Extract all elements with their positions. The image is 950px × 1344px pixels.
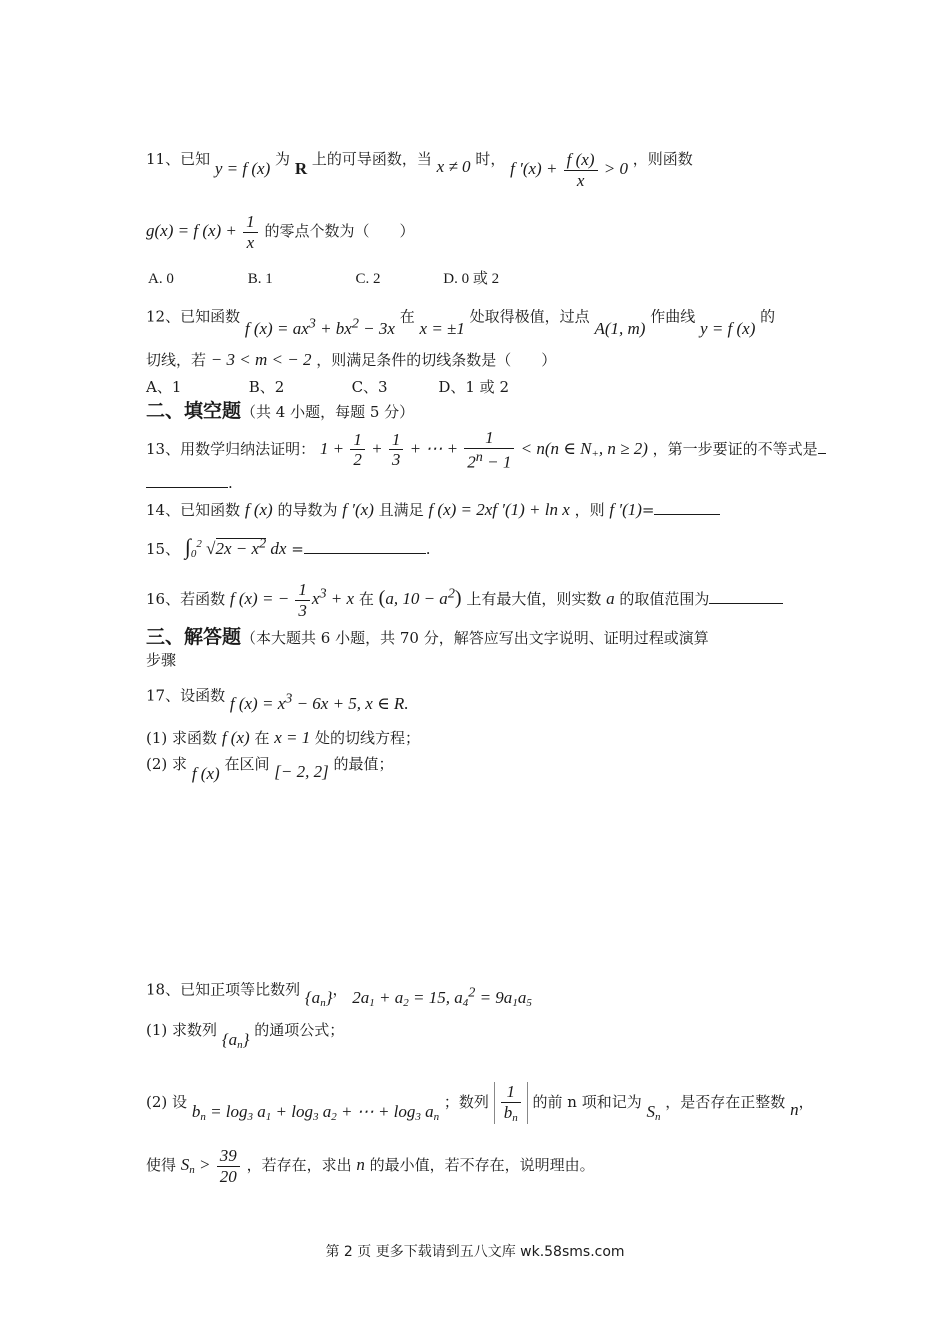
q13-formula-inequality: 1 + $\frac{1}{2}$ + $\frac{1}{3}$ + ⋯ + $\frac{1}{2^n - 1}$ < n(n ∈ $N_+$, n ≥ 2) bbox=[319, 428, 648, 472]
q11-option-d: D. 0 或 2 bbox=[443, 271, 500, 287]
q12-formula-m-range: − 3 < m < − 2 bbox=[210, 350, 312, 369]
question-17-part-1: (1) 求函数 f (x) 在 x = 1 处的切线方程； bbox=[146, 728, 421, 747]
q11-number: 11、已知 bbox=[146, 149, 211, 168]
q14-answer-blank[interactable] bbox=[654, 514, 720, 515]
q13-answer-blank-continued[interactable] bbox=[146, 487, 228, 488]
q11-option-c: C. 2 bbox=[355, 271, 381, 287]
question-18-part-1: (1) 求数列 $\{a_n\}$ 的通项公式； bbox=[146, 1021, 345, 1051]
q14-formula-target: f ′(1) bbox=[609, 500, 642, 519]
q16-formula-interval: (a, $10 - a^2$) bbox=[378, 585, 462, 609]
q12-option-a: A、1 bbox=[146, 378, 182, 396]
q16-formula-a: a bbox=[606, 588, 615, 608]
q18-formula-bn: $b_n = \log_3 a_1 + \log_3 a_2$ + ⋯ + $\log_3 a_n$ bbox=[191, 1102, 440, 1123]
q13-answer-blank[interactable] bbox=[818, 453, 826, 454]
q15-answer-blank[interactable] bbox=[304, 553, 426, 554]
question-13-blank-line: . bbox=[146, 474, 233, 492]
q18-formula-n: n bbox=[790, 1100, 799, 1119]
q12-formula-x: x = ±1 bbox=[419, 318, 465, 338]
q12-formula-point: A(1, m) bbox=[594, 318, 646, 338]
section-3-heading: 三、解答题（本大题共 6 小题，共 70 分，解答应写出文字说明、证明过程或演算 bbox=[146, 626, 709, 648]
question-15: 15、 $\int_0^2$ $√2x - x^2$ dx = . bbox=[146, 534, 431, 560]
q18-formula-conditions: $2a_1 + a_2 = 15$, $a_4^2 = 9a_1a_5$ bbox=[352, 984, 532, 1009]
q17-formula-fx: f (x) bbox=[221, 728, 250, 747]
page-footer: 第 2 页 更多下载请到五八文库 wk.58sms.com bbox=[325, 1244, 625, 1260]
q12-option-c: C、3 bbox=[351, 378, 388, 396]
q17-formula-interval: [− 2, 2] bbox=[274, 762, 329, 781]
question-11-options bbox=[148, 270, 499, 288]
question-12-options bbox=[146, 378, 509, 396]
q11-formula-g: g(x) = f (x) + $\frac{1}{x}$ bbox=[146, 221, 260, 240]
q18-formula-seq-2: $\{a_n\}$ bbox=[221, 1030, 250, 1051]
q12-formula-curve: y = f (x) bbox=[700, 318, 756, 338]
question-17: 17、设函数 f $(x) = x^3 - 6x + 5$, x ∈ R. bbox=[146, 686, 409, 713]
q16-formula-f: f (x) = − $\frac{1}{3}$ $x^3 + x$ bbox=[229, 580, 355, 620]
q18-formula-sn-gt: $S_n$ > $\frac{39}{20}$ bbox=[181, 1155, 242, 1174]
question-18: 18、已知正项等比数列 $\{a_n\}$， $2a_1 + a_2 = 15$, $a_4^2 = 9a_1a_5$ bbox=[146, 980, 532, 1009]
q11-option-a: A. 0 bbox=[148, 271, 174, 287]
question-18-part-2-cont: 使得 $S_n$ > $\frac{39}{20}$ ，若存在，求出 n 的最小值，若不存在，说明理由。 bbox=[146, 1146, 595, 1186]
q18-formula-seq: $\{a_n\}$ bbox=[304, 987, 333, 1009]
q14-formula-f: f (x) bbox=[244, 500, 273, 519]
question-11-line-2: g(x) = f (x) + $\frac{1}{x}$ 的零点个数为（ ） bbox=[146, 212, 415, 252]
q17-formula-fx2: f (x) bbox=[191, 764, 220, 783]
q17-formula-f: f $(x) = x^3 - 6x + 5$, x ∈ R. bbox=[229, 690, 409, 713]
section-3-heading-cont: 步骤 bbox=[146, 651, 177, 669]
q11-formula-x-nonzero: x ≠ 0 bbox=[436, 156, 471, 176]
q15-formula-integral: $\int_0^2$ $√2x - x^2$ dx bbox=[184, 534, 287, 560]
section-2-heading: 二、填空题（共 4 小题，每题 5 分） bbox=[146, 400, 415, 422]
q11-formula-y: y = f (x) bbox=[214, 158, 271, 178]
question-14: 14、已知函数 f (x) 的导数为 f ′(x) 且满足 f (x) = 2xf ′(1) + ln x ，则 f ′(1)= bbox=[146, 500, 720, 520]
q14-formula-condition: f (x) = 2xf ′(1) + ln x bbox=[428, 500, 570, 519]
q18-formula-n-2: n bbox=[356, 1154, 365, 1174]
question-12-line-1: 12、已知函数 f $(x) = ax^3 + bx^2 - 3x$ 在 x = ±1 处取得极值，过点 A(1, m) 作曲线 y = f (x) 的 bbox=[146, 307, 776, 338]
q18-formula-sn: $S_n$ bbox=[646, 1102, 661, 1123]
question-11-line-1: 11、已知 y = f (x) 为 R 上的可导函数，当 x ≠ 0 时， f ′(x) + $\frac{f (x)}{x}$ > 0 ，则函数 bbox=[146, 149, 693, 190]
q18-formula-reciprocal: $\frac{1}{b_n}$ bbox=[494, 1082, 528, 1124]
q11-formula-condition: f ′(x) + $\frac{f (x)}{x}$ > 0 bbox=[510, 150, 628, 190]
q12-option-b: B、2 bbox=[248, 378, 285, 396]
question-13: 13、用数学归纳法证明： 1 + $\frac{1}{2}$ + $\frac{1}{3}$ + ⋯ + $\frac{1}{2^n - 1}$ < n(n ∈ $N_+$, n ≥ 2) ，第一步要证的不等式是 bbox=[146, 428, 826, 472]
q16-answer-blank[interactable] bbox=[709, 603, 783, 604]
q17-formula-x1: x = 1 bbox=[274, 728, 311, 747]
q14-formula-fprime: f ′(x) bbox=[342, 500, 374, 519]
question-12-line-2: 切线，若 − 3 < m < − 2 ，则满足条件的切线条数是（ ） bbox=[146, 350, 557, 369]
question-18-part-2: (2) 设 $b_n = \log_3 a_1 + \log_3 a_2$ + ⋯ + $\log_3 a_n$ ；数列 $\frac{1}{b_n}$ 的前 n 项和记为 $S_n$ ，是否存在正整数 n， bbox=[146, 1082, 814, 1124]
question-16: 16、若函数 f (x) = − $\frac{1}{3}$ $x^3 + x$ 在 (a, $10 - a^2$) 上有最大值，则实数 a 的取值范围为 bbox=[146, 580, 783, 620]
q12-option-d: D、1 或 2 bbox=[438, 378, 509, 396]
q11-option-b: B. 1 bbox=[247, 271, 273, 287]
question-17-part-2: (2) 求 f (x) 在区间 [− 2, 2] 的最值； bbox=[146, 755, 394, 783]
q12-formula-f: f $(x) = ax^3 + bx^2 - 3x$ bbox=[244, 315, 395, 338]
